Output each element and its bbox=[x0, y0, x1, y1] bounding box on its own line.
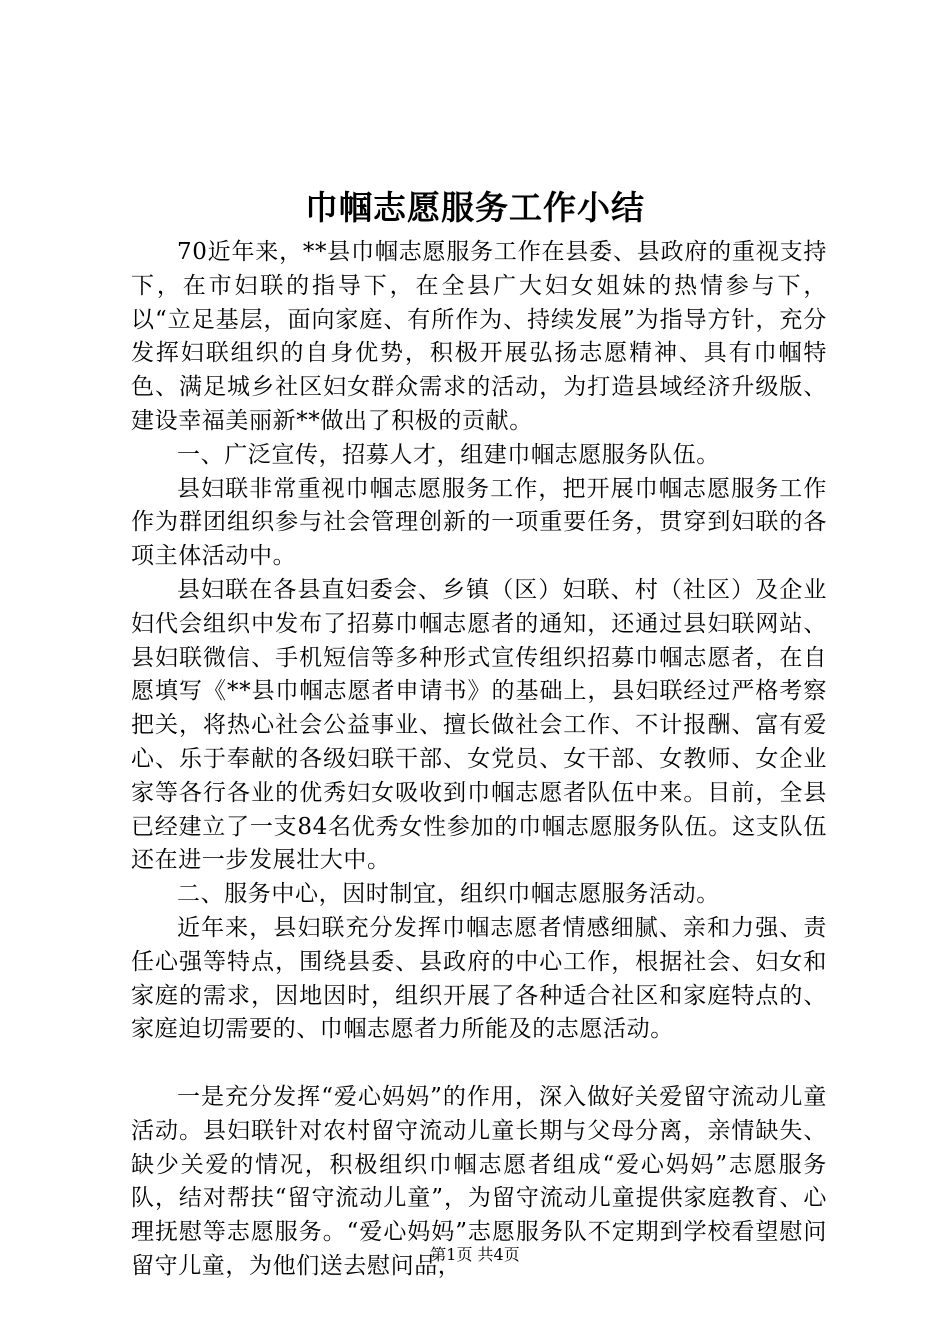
document-body bbox=[131, 236, 827, 1284]
section-heading-1: 一、广泛宣传，招募人才，组建巾帼志愿服务队伍。 bbox=[177, 441, 720, 468]
paragraph: 一是充分发挥“爱心妈妈”的作用，深入做好关爱留守流动儿童活动。县妇联针对农村留守流动儿童长期与父母分离，亲情缺失、缺少关爱的情况，积极组织巾帼志愿者组成“爱心妈妈”志愿服务队，结对帮扶“留守流动儿童”，为留守流动儿童提供家庭教育、心理抚慰等志愿服务。“爱心妈妈”志愿服务队不定期到学校看望慰问留守儿童，为他们送去慰问品， bbox=[131, 1083, 827, 1279]
page-footer: 第1页 共4页 bbox=[430, 1245, 520, 1264]
paragraph: 县妇联非常重视巾帼志愿服务工作，把开展巾帼志愿服务工作作为群团组织参与社会管理创新的一项重要任务，贯穿到妇联的各项主体活动中。 bbox=[131, 475, 827, 570]
section-heading-2: 二、服务中心，因时制宜，组织巾帼志愿服务活动。 bbox=[177, 881, 720, 908]
paragraph: 县妇联在各县直妇委会、乡镇（区）妇联、村（社区）及企业妇代会组织中发布了招募巾帼志愿者的通知，还通过县妇联网站、县妇联微信、手机短信等多种形式宣传组织招募巾帼志愿者，在自愿填写《**县巾帼志愿者申请书》的基础上，县妇联经过严格考察把关，将热心社会公益事业、擅长做社会工作、不计报酬、富有爱心、乐于奉献的各级妇联干部、女党员、女干部、女教师、女企业家等各行各业的优秀妇女吸收到巾帼志愿者队伍中来。目前，全县已经建立了一支84名优秀女性参加的巾帼志愿服务队伍。这支队伍还在进一步发展壮大中。 bbox=[131, 576, 827, 874]
paragraph-intro: 70近年来，**县巾帼志愿服务工作在县委、县政府的重视支持下，在市妇联的指导下，在全县广大妇女姐妹的热情参与下，以“立足基层，面向家庭、有所作为、持续发展”为指导方针，充分发挥妇联组织的自身优势，积极开展弘扬志愿精神、具有巾帼特色、满足城乡社区妇女群众需求的活动，为打造县域经济升级版、建设幸福美丽新**做出了积极的贡献。 bbox=[131, 239, 827, 434]
document-title: 巾帼志愿服务工作小结 bbox=[305, 188, 645, 227]
paragraph: 近年来，县妇联充分发挥巾帼志愿者情感细腻、亲和力强、责任心强等特点，围绕县委、县政府的中心工作，根据社会、妇女和家庭的需求，因地因时，组织开展了各种适合社区和家庭特点的、家庭迫切需要的、巾帼志愿者力所能及的志愿活动。 bbox=[131, 914, 827, 1043]
